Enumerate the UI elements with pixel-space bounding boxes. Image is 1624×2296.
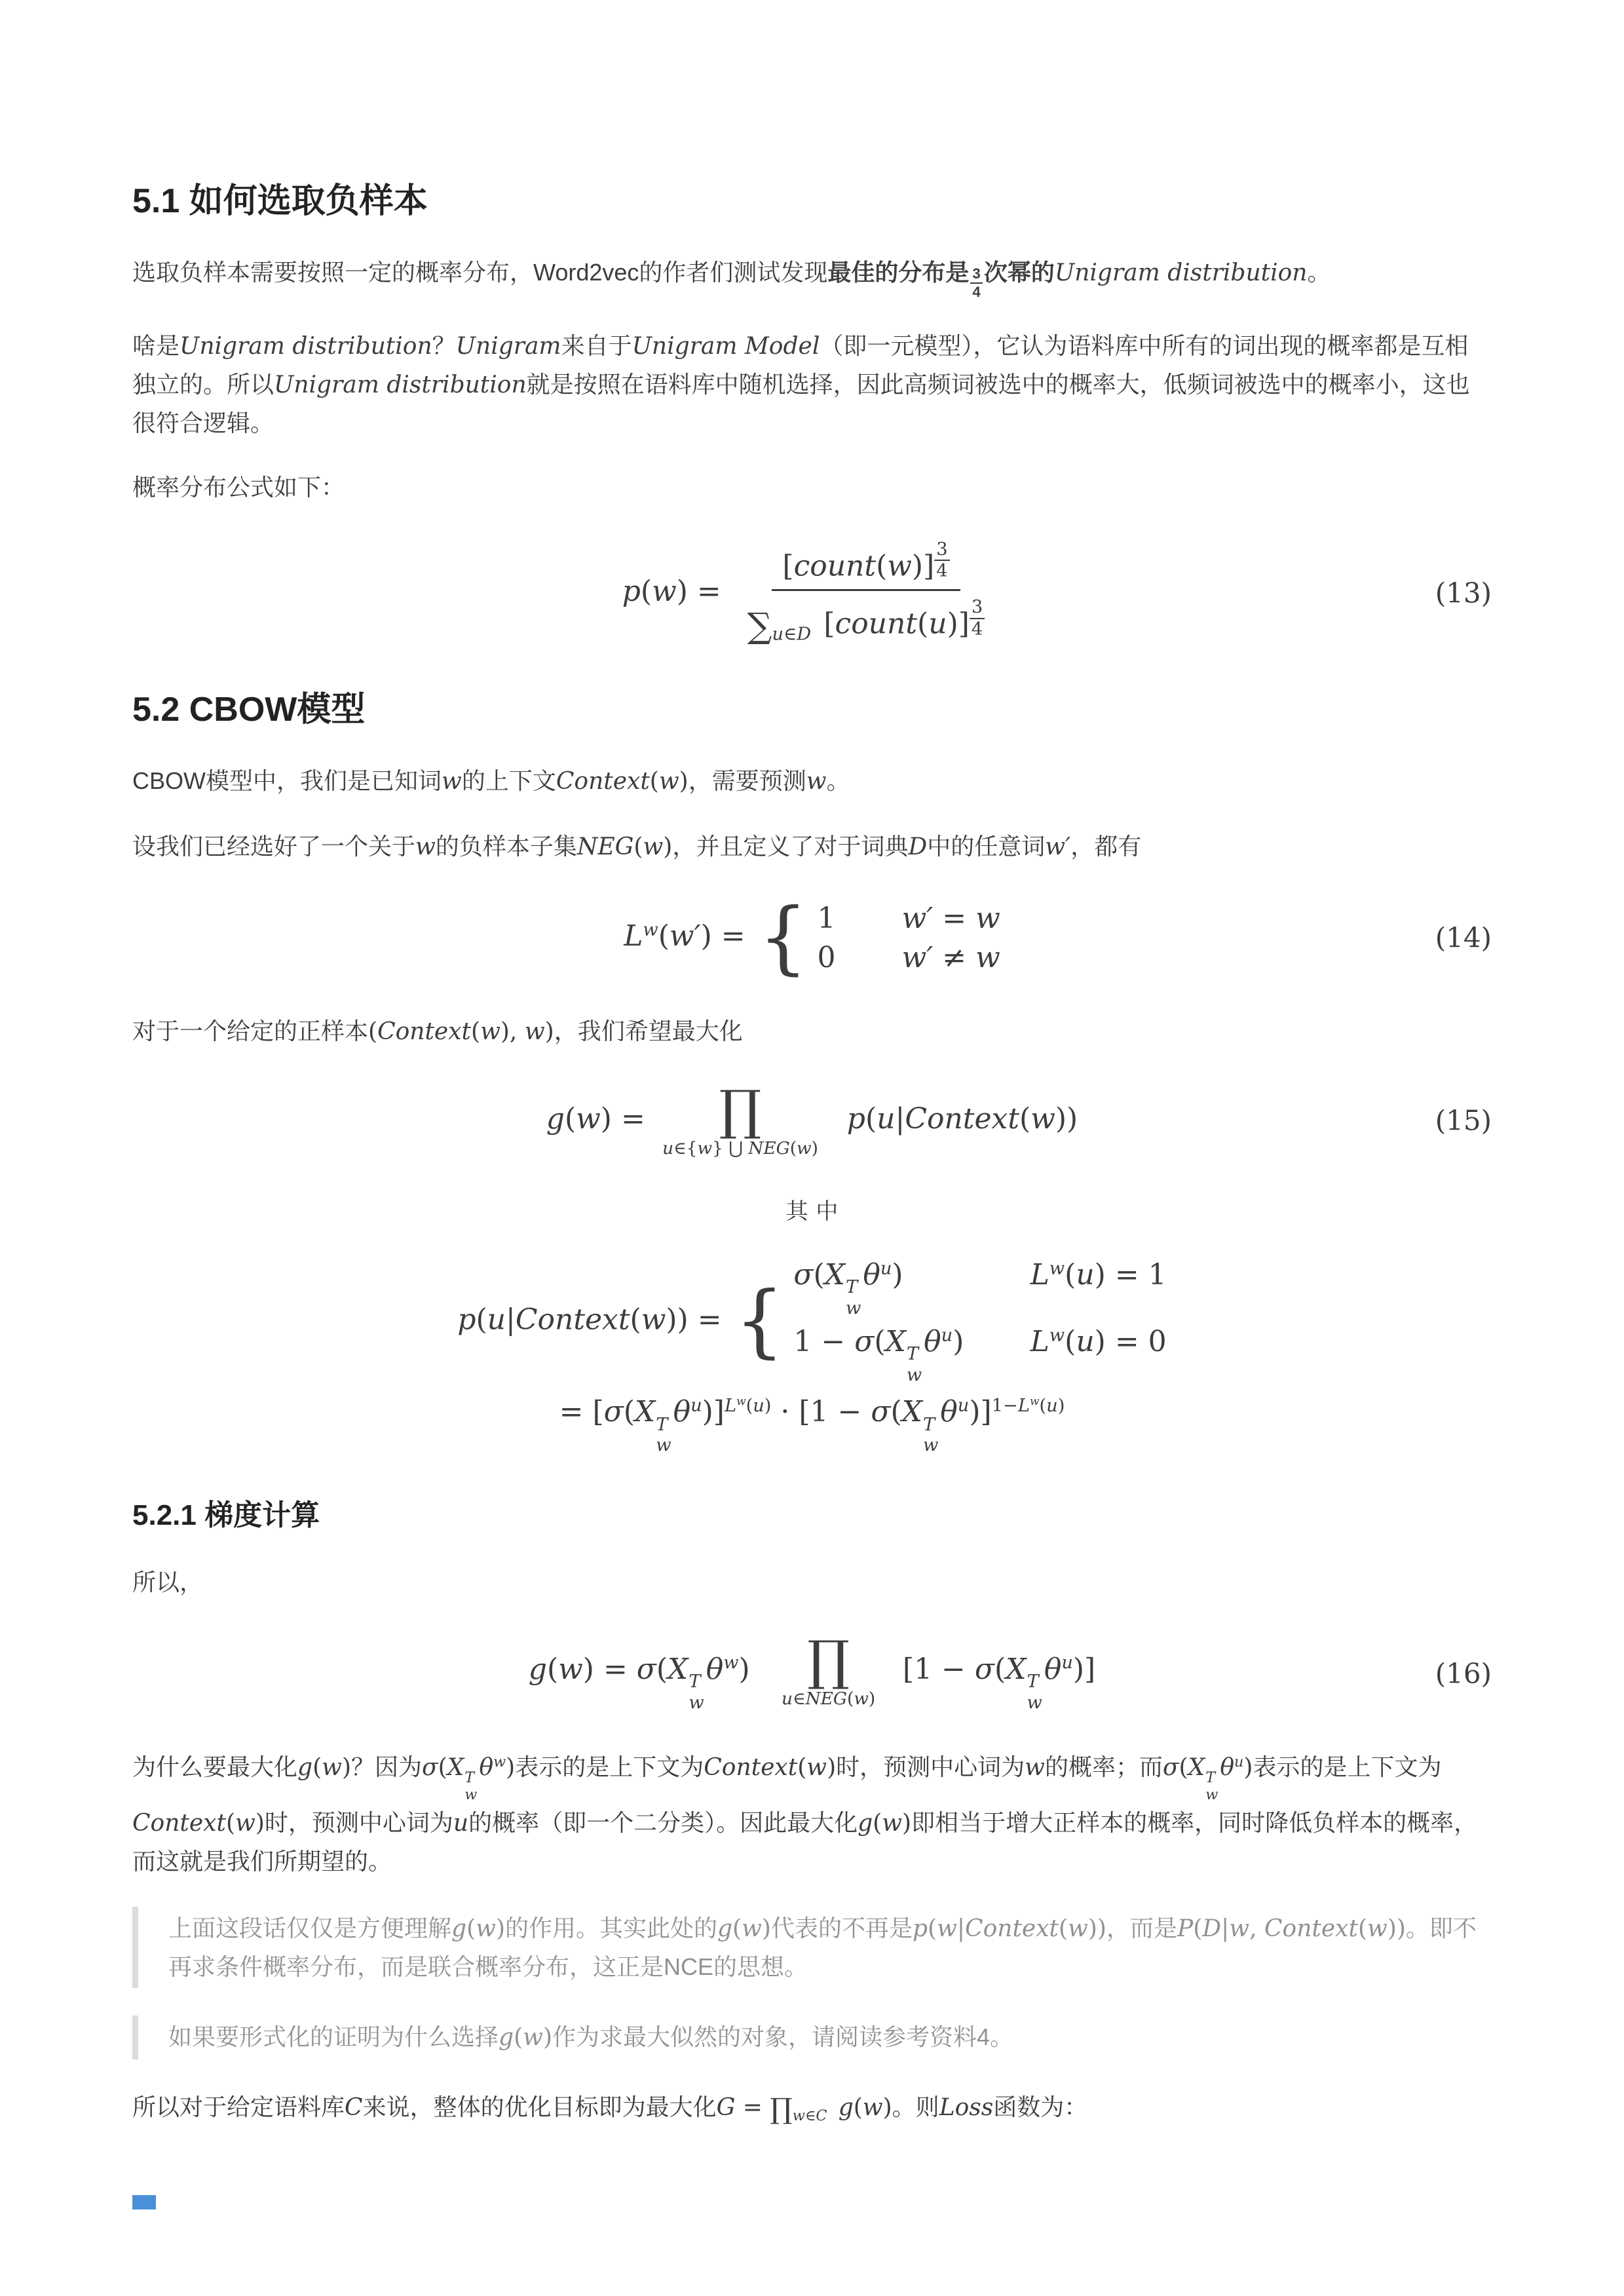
paragraph-cbow-intro: CBOW模型中，我们是已知词w的上下文Context(w)，需要预测w。 (132, 767, 850, 795)
paragraph-formula-intro: 概率分布公式如下： (132, 474, 345, 501)
paragraph-why-maximize: 为什么要最大化g(w)？因为σ(X T w $\theta^w$)表示的是上下文为Context(w)时，预测中心词为w的概率；而σ(X T w $\theta^u$)表示的是上下文为Context(w)时，预测中心词为u的概率（即一个二分类）。因此最大化g(w)即相当于增大正样本的概率，同时降低负样本的概率，而这就是我们所期望的。 (132, 1753, 1478, 1875)
section-title-5-2-1: 5.2.1 梯度计算 (132, 1499, 320, 1531)
paragraph-neg-subset: 设我们已经选好了一个关于w的负样本子集NEG(w)，并且定义了对于词典D中的任意词w′，都有 (132, 832, 1142, 860)
equation-16-number: (16) (1435, 1657, 1492, 1690)
paragraph-therefore: 所以， (132, 1568, 204, 1596)
equation-15-number: (15) (1435, 1104, 1492, 1137)
equation-p-u-context (132, 1258, 1492, 1456)
equation-13 (132, 540, 1492, 647)
equation-p-u-line-2: = [σ(X T w $\theta^u)]^{L^w(u)} \cdot [1 - \sigma(X$ T w $\theta^u)]^{1-L^w(u)}$ (559, 1394, 1065, 1456)
equation-connector-label: 其中 (785, 1198, 846, 1224)
equation-14 (132, 891, 1492, 984)
equation-16 (132, 1630, 1492, 1713)
equation-p-u-line-1: p(u|Context(w)) = { σ(X T w $\theta^u$) $L^w(u) = 1$ 1 − σ(X T w $\theta^u$) $L^w(u) = 0$ (457, 1257, 1167, 1385)
cut-off-blue-box (132, 2195, 156, 2210)
note-blockquote-reference: 如果要形式化的证明为什么选择g(w)作为求最大似然的对象，请阅读参考资料4。 (132, 2016, 1492, 2059)
equation-13-body: p(w) = [count(w)] $^{\frac{3}{4}}$ $\sum_{u\in D}$ [count(u)] $^{\frac{3}{4}}$ (622, 540, 1002, 647)
section-title-5-2: 5.2 CBOW模型 (132, 691, 366, 729)
paragraph-global-objective: 所以对于给定语料库C来说，整体的优化目标即为最大化$G = \prod_{w\in C}$ g(w)。则Loss函数为： (132, 2093, 1088, 2126)
equation-13-number: (13) (1435, 577, 1492, 609)
paragraph-negative-sampling-intro: 选取负样本需要按照一定的概率分布，Word2vec的作者们测试发现最佳的分布是 $\frac{3}{4}$ 次幂的Unigram distribution。 (132, 259, 1331, 301)
equation-16-body: g(w) = σ(X T w $\theta^w$) ∏ u∈NEG(w) [1 − σ(X T w $\theta^u$)] (528, 1630, 1096, 1713)
paragraph-positive-sample: 对于一个给定的正样本(Context(w), w)，我们希望最大化 (132, 1017, 743, 1045)
equation-14-body: $L^w(w')$ = { 1 w′ = w 0 w′ ≠ w (624, 891, 1000, 984)
equation-p-u-lines (457, 1258, 1166, 1456)
equation-15-body: g(w) = ∏ u∈{w} ⋃ NEG(w) p(u|Context(w)) (546, 1079, 1078, 1159)
paragraph-unigram-explanation: 啥是Unigram distribution？Unigram来自于Unigram Model（即一元模型），它认为语料库中所有的词出现的概率都是互相独立的。所以Unigram distribution就是按照在语料库中随机选择，因此高频词被选中的概率大，低频词被选中的概率小，这也很符合逻辑。 (132, 332, 1470, 437)
equation-14-number: (14) (1435, 921, 1492, 954)
section-title-5-1: 5.1 如何选取负样本 (132, 182, 428, 220)
note-blockquote-nce: 上面这段话仅仅是方便理解g(w)的作用。其实此处的g(w)代表的不再是p(w|Context(w))，而是P(D|w, Context(w))。即不再求条件概率分布，而是联合概率分布，这正是NCE的思想。 (132, 1907, 1492, 1988)
equation-15 (132, 1079, 1492, 1159)
